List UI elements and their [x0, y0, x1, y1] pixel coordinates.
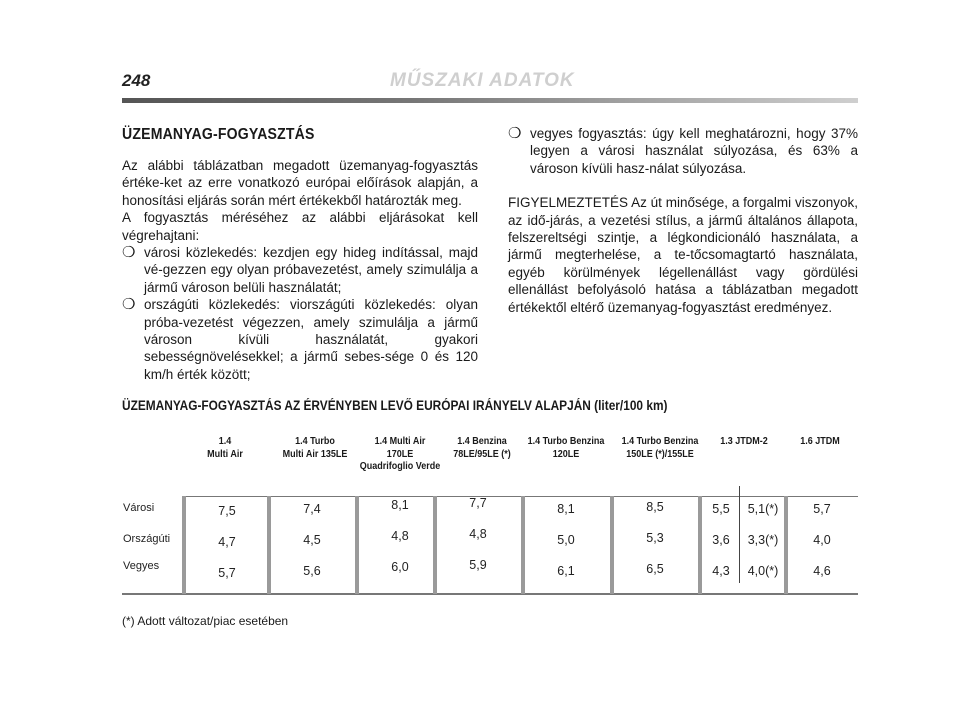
model-header: 1.4 Multi Air 170LE Quadrifoglio Verde	[359, 436, 441, 472]
row-label-combined: Vegyes	[123, 560, 160, 572]
fuel-table	[122, 436, 858, 596]
right-column	[508, 125, 858, 316]
table-bottom-rule	[122, 593, 858, 595]
header-title: MŰSZAKI ADATOK	[390, 70, 575, 91]
value-cell: 3,6	[712, 533, 730, 547]
value-cell: 4,0(*)	[747, 564, 779, 578]
column-separator	[433, 496, 437, 594]
row-label-city: Városi	[123, 502, 155, 514]
model-header: 1.4 Benzina 78LE/95LE (*)	[453, 436, 511, 460]
table-title: ÜZEMANYAG-FOGYASZTÁS AZ ÉRVÉNYBEN LEVŐ EURÓPAI IRÁNYELV ALAPJÁN (liter/100 km)	[122, 398, 668, 413]
intro-paragraph-2: A fogyasztás méréséhez az alábbi eljárásokat kell végrehajtani:	[122, 210, 478, 243]
value-cell: 7,4	[303, 502, 321, 516]
value-cell: 4,6	[813, 564, 831, 578]
column-separator	[698, 496, 702, 594]
value-cell: 8,1	[391, 498, 409, 512]
value-cell: 4,0	[813, 533, 831, 547]
model-header: 1.4 Multi Air	[207, 436, 243, 460]
intro-paragraph: Az alábbi táblázatban megadott üzemanyag-fogyasztás értéke-ket az erre vonatkozó európai előírások alapján, a honosítási eljárás során mért értékekből határozták meg.	[122, 158, 478, 208]
row-label-highway: Országúti	[123, 533, 171, 545]
value-cell: 3,3(*)	[747, 533, 779, 547]
value-cell: 5,7	[813, 502, 831, 516]
value-cell: 6,5	[646, 562, 664, 576]
sub-column-divider	[739, 486, 740, 583]
bullet-highway	[122, 296, 478, 383]
header-rule	[122, 98, 858, 103]
left-column	[122, 157, 478, 383]
value-cell: 5,3	[646, 531, 664, 545]
value-cell: 4,8	[391, 529, 409, 543]
value-cell: 4,7	[218, 535, 236, 549]
bullet-combined-text: vegyes fogyasztás: úgy kell meghatározni, hogy 37% legyen a városi használat súlyozása, és 63% a városon kívüli hasz-nálat súlyozása.	[530, 126, 858, 176]
bullet-icon: ❍	[122, 244, 136, 262]
value-cell: 5,0	[557, 533, 575, 547]
value-cell: 8,1	[557, 502, 575, 516]
table-footnote: (*) Adott változat/piac esetében	[122, 614, 289, 628]
value-cell: 7,7	[469, 496, 487, 510]
section-title: ÜZEMANYAG-FOGYASZTÁS	[122, 126, 315, 143]
value-cell: 5,9	[469, 558, 487, 572]
bullet-city-text: városi közlekedés: kezdjen egy hideg indítással, majd vé-gezzen egy olyan próbavezetést, amely szimulálja a jármű városon belüli használatát;	[144, 245, 478, 295]
value-cell: 5,6	[303, 564, 321, 578]
value-cell: 4,5	[303, 533, 321, 547]
value-cell: 5,7	[218, 566, 236, 580]
value-cell: 5,5	[712, 502, 730, 516]
bullet-highway-text: országúti közlekedés: viországúti közlekedés: olyan próba-vezetést végezzen, amely szimulálja a jármű városon kívüli használatát, gyakori sebességnövelésekkel; a jármű sebes-sége 0 és 120 km/h érték között;	[144, 297, 478, 382]
value-cell: 6,0	[391, 560, 409, 574]
page-number: 248	[122, 71, 151, 90]
value-cell: 6,1	[557, 564, 575, 578]
value-cell: 5,1(*)	[747, 502, 779, 516]
model-header: 1.3 JTDM-2	[720, 436, 768, 447]
model-header: 1.4 Turbo Benzina 150LE (*)/155LE	[621, 436, 699, 460]
warning-paragraph: FIGYELMEZTETÉS Az út minősége, a forgalmi viszonyok, az idő-járás, a vezetési stílus, a jármű általános állapota, felszereltségi szintje, a légkondicionáló használata, a jármű megterhelése, a te-tőcsomagtartó használata, egyéb körülmények légellenállást vagy gördülési ellenállást befolyásoló hatása a táblázatban megadott értékektől eltérő üzemanyag-fogyasztást eredményez.	[508, 195, 858, 315]
bullet-combined	[508, 125, 858, 177]
bullet-icon: ❍	[122, 296, 136, 314]
value-cell: 4,3	[712, 564, 730, 578]
model-header: 1.6 JTDM	[800, 436, 840, 447]
value-cell: 4,8	[469, 527, 487, 541]
bullet-city	[122, 244, 478, 296]
model-header: 1.4 Turbo Multi Air 135LE	[282, 436, 348, 460]
value-cell: 7,5	[218, 504, 236, 518]
value-cell: 8,5	[646, 500, 664, 514]
model-header: 1.4 Turbo Benzina 120LE	[527, 436, 605, 460]
table-top-rule	[182, 496, 858, 497]
bullet-icon: ❍	[508, 125, 522, 142]
